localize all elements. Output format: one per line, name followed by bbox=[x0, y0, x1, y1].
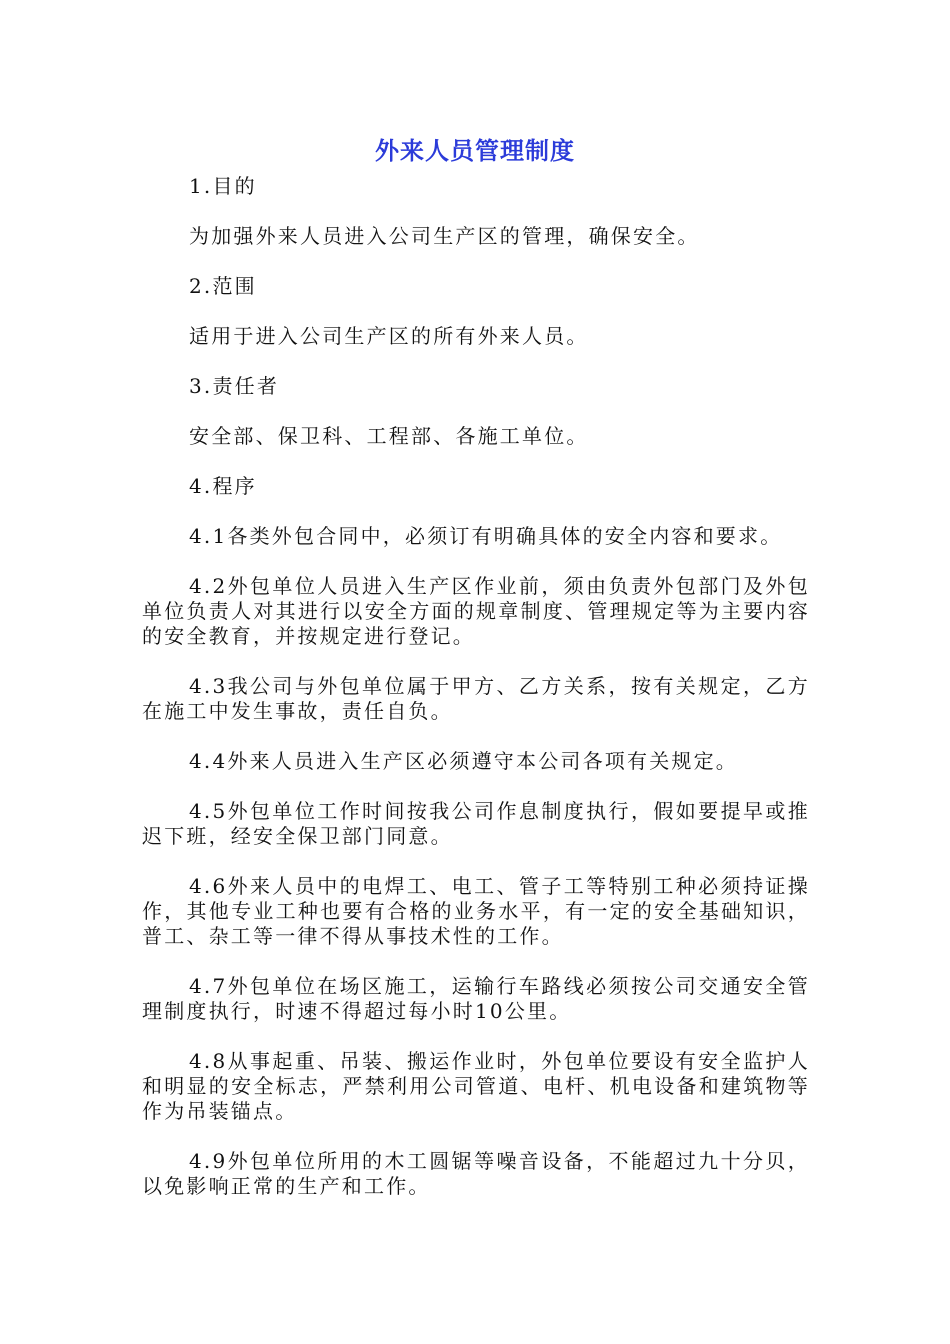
section-heading-purpose: 1.目的 bbox=[189, 174, 257, 198]
section-text-responsible: 安全部、保卫科、工程部、各施工单位。 bbox=[189, 424, 589, 448]
procedure-item-4-1: 4.1各类外包合同中，必须订有明确具体的安全内容和要求。 bbox=[189, 524, 783, 548]
document-body bbox=[142, 170, 810, 1224]
section-text-purpose: 为加强外来人员进入公司生产区的管理，确保安全。 bbox=[189, 224, 700, 248]
section-heading-scope: 2.范围 bbox=[189, 274, 257, 298]
procedure-item-4-8: 4.8从事起重、吊装、搬运作业时，外包单位要设有安全监护人和明显的安全标志，严禁利用公司管道、电杆、机电设备和建筑物等作为吊装锚点。 bbox=[142, 1049, 810, 1123]
procedure-item-4-3: 4.3我公司与外包单位属于甲方、乙方关系，按有关规定，乙方在施工中发生事故，责任自负。 bbox=[142, 674, 810, 723]
procedure-item-4-5: 4.5外包单位工作时间按我公司作息制度执行，假如要提早或推迟下班，经安全保卫部门同意。 bbox=[142, 799, 810, 848]
procedure-item-4-4: 4.4外来人员进入生产区必须遵守本公司各项有关规定。 bbox=[189, 749, 739, 773]
section-heading-responsible: 3.责任者 bbox=[189, 374, 280, 398]
procedure-item-4-9: 4.9外包单位所用的木工圆锯等噪音设备，不能超过九十分贝，以免影响正常的生产和工作。 bbox=[142, 1149, 810, 1198]
section-heading-procedure: 4.程序 bbox=[189, 474, 257, 498]
procedure-item-4-6: 4.6外来人员中的电焊工、电工、管子工等特别工种必须持证操作，其他专业工种也要有合格的业务水平，有一定的安全基础知识，普工、杂工等一律不得从事技术性的工作。 bbox=[142, 874, 810, 948]
procedure-item-4-2: 4.2外包单位人员进入生产区作业前，须由负责外包部门及外包单位负责人对其进行以安全方面的规章制度、管理规定等为主要内容的安全教育，并按规定进行登记。 bbox=[142, 574, 810, 648]
document-title: 外来人员管理制度 bbox=[375, 137, 575, 165]
section-text-scope: 适用于进入公司生产区的所有外来人员。 bbox=[189, 324, 589, 348]
procedure-item-4-7: 4.7外包单位在场区施工，运输行车路线必须按公司交通安全管理制度执行，时速不得超过每小时10公里。 bbox=[142, 974, 810, 1023]
